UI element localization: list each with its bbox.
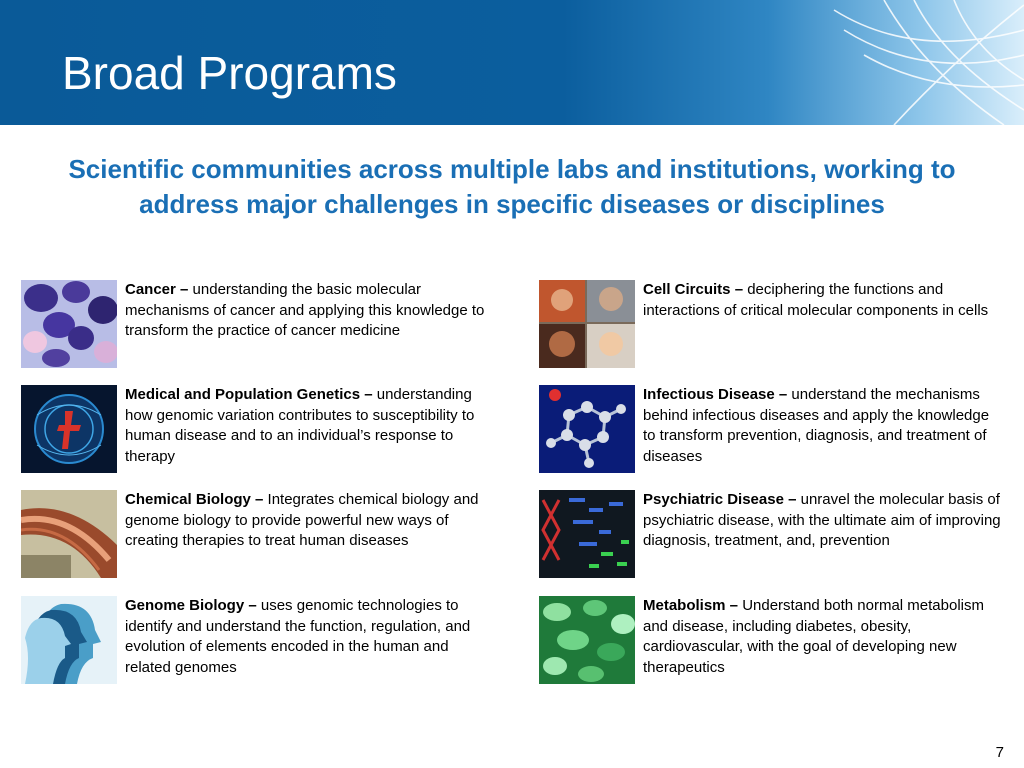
wave-lines-decoration <box>804 0 1024 125</box>
program-name: Chemical Biology – <box>125 491 264 508</box>
gel-data-image <box>539 490 635 578</box>
slide-subtitle: Scientific communities across multiple labs and institutions, working to address major challenges in specific diseases or disciplines <box>68 154 956 219</box>
head-profiles-image <box>21 596 117 684</box>
tissue-image <box>21 490 117 578</box>
program-item-chemical-biology <box>21 490 491 580</box>
program-name: Medical and Population Genetics – <box>125 386 373 403</box>
program-description: deciphering the functions and interactions of critical molecular components in cells <box>643 281 989 319</box>
people-collage-image <box>539 280 635 368</box>
green-cells-image <box>539 596 635 684</box>
genetics-globe-image <box>21 385 117 473</box>
program-item-infectious-disease <box>539 385 1009 475</box>
program-name: Genome Biology – <box>125 597 257 614</box>
program-item-medical-population-genetics <box>21 385 491 475</box>
program-item-cancer <box>21 280 491 370</box>
page-title: Broad Programs <box>62 47 397 99</box>
program-description: understanding how genomic variation contributes to susceptibility to human disease and to an individual’s response to therapy <box>125 386 475 465</box>
program-item-psychiatric-disease <box>539 490 1009 580</box>
program-description: unravel the molecular basis of psychiatric disease, with the ultimate aim of improving diagnosis, treatment, and, prevention <box>643 491 1001 549</box>
program-description: uses genomic technologies to identify and understand the function, regulation, and evolution of elements encoded in the human and related genomes <box>125 597 471 676</box>
program-description: Integrates chemical biology and genome biology to provide powerful new ways of creating therapies to treat human diseases <box>125 491 479 549</box>
program-name: Psychiatric Disease – <box>643 491 797 508</box>
program-item-cell-circuits <box>539 280 1009 370</box>
program-item-genome-biology <box>21 596 491 686</box>
program-name: Infectious Disease – <box>643 386 788 403</box>
program-item-metabolism <box>539 596 1009 686</box>
header-banner <box>0 0 1024 125</box>
program-description: Understand both normal metabolism and disease, including diabetes, obesity, cardiovascular, with the goal of developing new therapeutics <box>643 597 984 676</box>
page-number: 7 <box>995 744 1004 761</box>
program-description: understanding the basic molecular mechanisms of cancer and applying this knowledge to transform the practice of cancer medicine <box>125 281 485 339</box>
program-name: Metabolism – <box>643 597 739 614</box>
cancer-cells-image <box>21 280 117 368</box>
program-description: understand the mechanisms behind infectious diseases and apply the knowledge to transform prevention, diagnosis, and treatment of diseases <box>643 386 990 465</box>
program-name: Cancer – <box>125 281 193 298</box>
molecule-model-image <box>539 385 635 473</box>
program-name: Cell Circuits – <box>643 281 744 298</box>
